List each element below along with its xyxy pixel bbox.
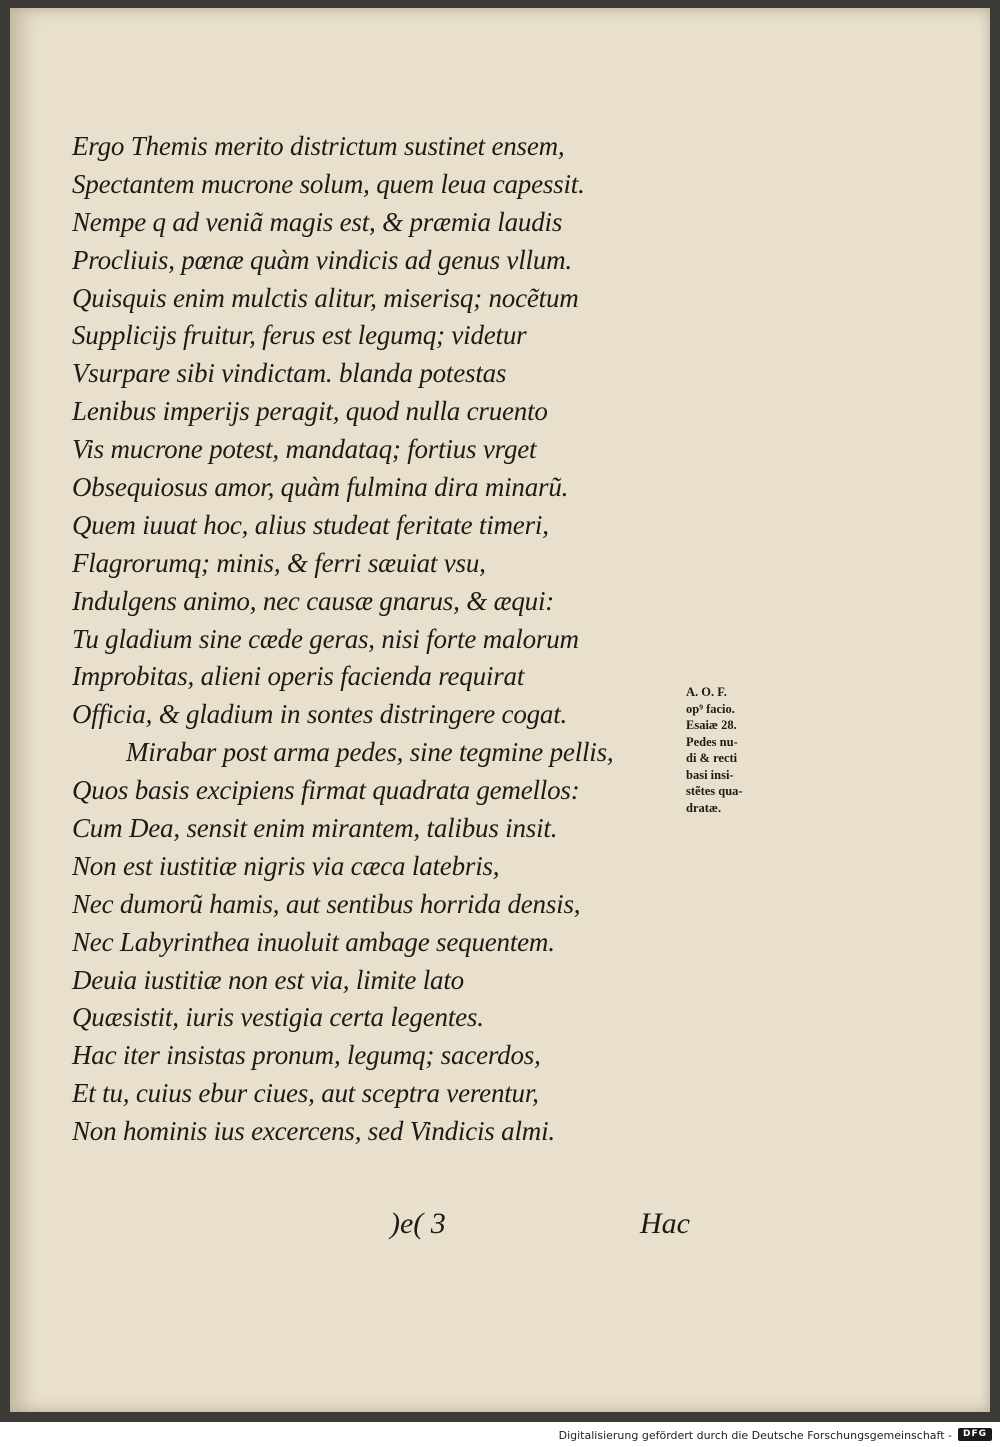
margin-note-line: dratæ.: [686, 800, 722, 815]
text-line: Lenibus imperijs peragit, quod nulla cruento: [72, 396, 548, 427]
text-line: Improbitas, alieni operis facienda requirat: [72, 661, 525, 692]
funding-credit: Digitalisierung gefördert durch die Deutsche Forschungsgemeinschaft -: [558, 1429, 952, 1442]
text-line: Supplicijs fruitur, ferus est legumq; videtur: [72, 320, 527, 351]
text-line: Quem iuuat hoc, alius studeat feritate timeri,: [72, 509, 549, 540]
dfg-logo: DFG: [958, 1428, 992, 1441]
text-line: Obsequiosus amor, quàm fulmina dira minarũ.: [72, 472, 569, 503]
margin-note-line: Esaiæ 28.: [686, 718, 737, 732]
margin-note-line: di & recti: [686, 751, 738, 765]
text-line: Nec Labyrinthea inuoluit ambage sequentem.: [72, 926, 555, 957]
catchword: Hac: [640, 1207, 690, 1240]
text-line: Vsurpare sibi vindictam. blanda potestas: [72, 358, 507, 389]
text-line: Quæsistit, iuris vestigia certa legentes.: [72, 1002, 484, 1033]
signature-mark: )e( 3: [390, 1207, 446, 1240]
text-line: Cum Dea, sensit enim mirantem, talibus insit.: [72, 813, 558, 844]
margin-note-line: Pedes nu-: [686, 734, 738, 749]
credit-bar: [0, 1422, 1000, 1447]
text-line: Flagrorumq; minis, & ferri sæuiat vsu,: [72, 547, 486, 578]
text-line: Procliuis, pœnæ quàm vindicis ad genus vllum.: [72, 244, 572, 275]
text-line: Tu gladium sine cæde geras, nisi forte malorum: [72, 623, 579, 654]
text-line: Officia, & gladium in sontes distringere cogat.: [72, 699, 568, 730]
text-line: Spectantem mucrone solum, quem leua capessit.: [72, 168, 585, 199]
text-line: Nempe q ad veniã magis est, & præmia laudis: [72, 206, 563, 237]
margin-note-line: basi insi-: [686, 767, 734, 782]
book-page: [10, 8, 990, 1412]
margin-note-line: op⁹ facio.: [686, 701, 735, 716]
text-line: Non hominis ius excercens, sed Vindicis almi.: [72, 1116, 555, 1147]
text-line: Mirabar post arma pedes, sine tegmine pellis,: [126, 737, 614, 768]
text-line: Quos basis excipiens firmat quadrata gemellos:: [72, 775, 580, 806]
text-line: Quisquis enim mulctis alitur, miserisq; nocẽtum: [72, 282, 579, 313]
text-line: Ergo Themis merito districtum sustinet ensem,: [72, 131, 565, 161]
text-line: Non est iustitiæ nigris via cæca latebris,: [72, 850, 500, 881]
text-line: Et tu, cuius ebur ciues, aut sceptra verentur,: [72, 1078, 539, 1109]
text-line: Hac iter insistas pronum, legumq; sacerdos,: [72, 1040, 541, 1071]
text-line: Deuia iustitiæ non est via, limite lato: [72, 964, 464, 995]
text-line: Indulgens animo, nec causæ gnarus, & æqui:: [72, 585, 555, 616]
margin-note: [686, 684, 786, 816]
poem-text: [72, 128, 712, 1151]
margin-note-line: A. O. F.: [686, 685, 727, 699]
margin-note-line: stẽtes qua-: [686, 784, 743, 798]
text-line: Vis mucrone potest, mandataq; fortius vrget: [72, 434, 537, 465]
text-line: Nec dumorũ hamis, aut sentibus horrida densis,: [72, 888, 581, 919]
